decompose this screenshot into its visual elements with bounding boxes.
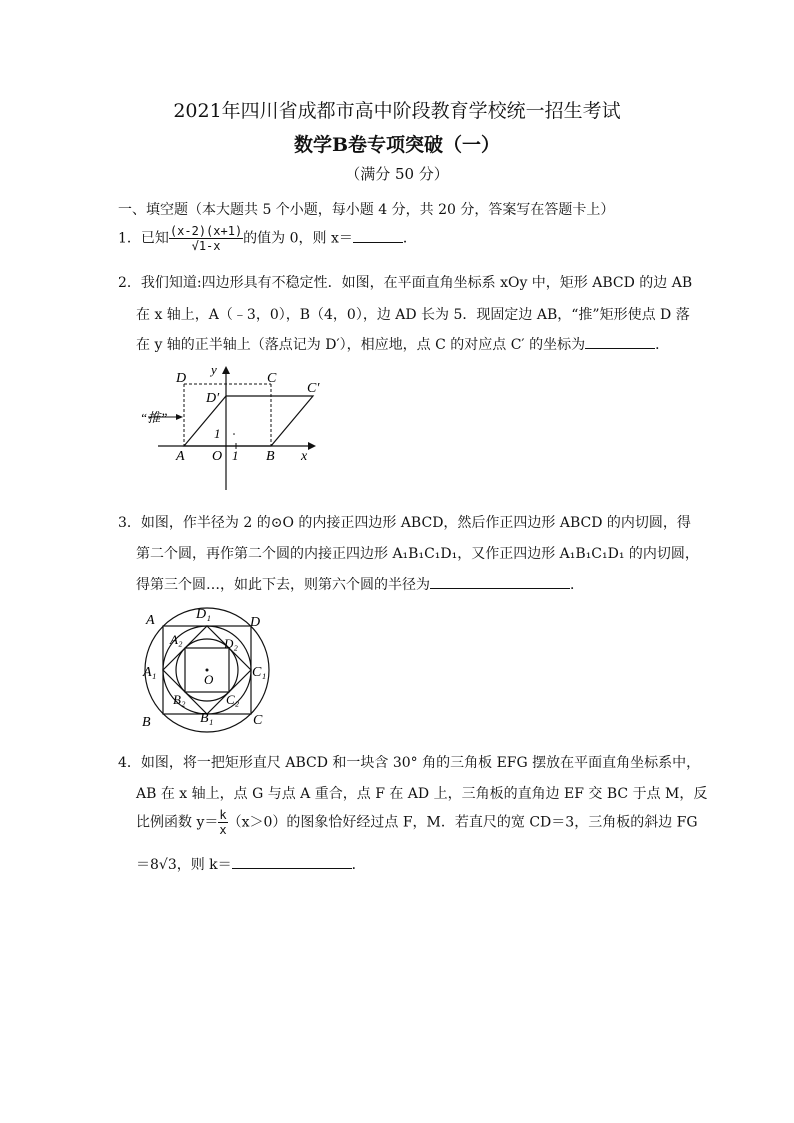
q1-denominator: √1-x [191, 239, 221, 253]
label-O: O [212, 449, 223, 464]
label-C: C [253, 713, 263, 728]
label-one-x: 1 [232, 448, 239, 463]
q3-line-1: 3．如图，作半径为 2 的⊙O 的内接正四边形 ABCD，然后作正四边形 ABCD 的内切圆，得 [118, 515, 691, 531]
label-A2: A₂ [170, 632, 183, 647]
q1-prefix: 1．已知 [118, 230, 169, 247]
label-B2: B₂ [173, 692, 186, 707]
q1-end: ． [402, 230, 417, 247]
q1-answer-blank[interactable] [353, 228, 403, 243]
q4-line-3 [136, 808, 698, 837]
label-A: A [146, 613, 155, 628]
q4-end: ． [351, 857, 366, 873]
q4-denominator: x [219, 823, 227, 837]
q4-fraction [218, 808, 227, 837]
push-arrow-head [176, 414, 183, 420]
label-y: y [211, 362, 217, 377]
parallelogram [184, 396, 313, 446]
label-x: x [301, 449, 308, 464]
q2-answer-blank[interactable] [585, 334, 655, 349]
label-A1: A₁ [143, 665, 157, 680]
q3-line-3 [136, 574, 584, 594]
q2-end: ． [655, 337, 670, 353]
q3-figure [130, 600, 280, 732]
q2-line-1: 2．我们知道:四边形具有不稳定性．如图，在平面直角坐标系 xOy 中，矩形 ABCD 的边 AB [118, 275, 693, 291]
x-axis-arrow [308, 442, 316, 450]
q4-numerator: k [219, 808, 227, 822]
q1-fraction [169, 224, 243, 253]
full-score-note: （满分 50 分） [345, 165, 449, 183]
label-push: “推” [140, 410, 168, 425]
label-A: A [176, 449, 185, 464]
q3-line-2: 第二个圆，再作第二个圆的内接正四边形 A₁B₁C₁D₁，又作正四边形 A₁B₁C₁D₁ 的内切圆， [136, 546, 699, 562]
label-C-prime: C′ [307, 381, 320, 396]
q1-suffix: 的值为 0，则 x＝ [243, 230, 353, 247]
q4-line-2: AB 在 x 轴上，点 G 与点 A 重合，点 F 在 AD 上，三角板的直角边 EF 交 BC 于点 M，反 [136, 786, 708, 802]
label-D2: D₂ [224, 636, 238, 651]
label-one-y: 1 [214, 426, 221, 441]
q2-figure [138, 362, 318, 494]
q4-line-4a: ＝8√3，则 k＝ [136, 857, 232, 873]
label-D: D [250, 615, 261, 630]
q1-numerator: (x-2)(x+1) [169, 224, 243, 238]
exam-title: 2021年四川省成都市高中阶段教育学校统一招生考试 [173, 100, 621, 122]
label-D1: D₁ [196, 607, 211, 622]
q4-line-3b: （x＞0）的图象恰好经过点 F，M．若直尺的宽 CD＝3，三角板的斜边 FG [227, 814, 698, 831]
label-B1: B₁ [200, 711, 214, 726]
q3-line-3-text: 得第三个圆…，如此下去，则第六个圆的半径为 [136, 577, 430, 593]
q4-answer-blank[interactable] [232, 854, 352, 869]
question-1 [118, 224, 417, 253]
section-heading: 一、填空题（本大题共 5 个小题，每小题 4 分，共 20 分，答案写在答题卡上） [118, 202, 615, 218]
q2-line-3-text: 在 y 轴的正半轴上（落点记为 D′），相应地，点 C 的对应点 C′ 的坐标为 [136, 337, 586, 353]
q4-line-4 [136, 854, 366, 874]
y-axis-arrow [222, 366, 230, 374]
label-B: B [142, 715, 151, 730]
label-O: O [204, 672, 214, 687]
q4-line-1: 4．如图，将一把矩形直尺 ABCD 和一块含 30° 角的三角板 EFG 摆放在平面直角坐标系中， [118, 755, 701, 771]
q3-end: ． [570, 577, 584, 593]
label-C1: C₁ [252, 665, 267, 680]
label-C2: C₂ [226, 692, 240, 707]
exam-subtitle: 数学B卷专项突破（一） [293, 134, 501, 156]
label-D: D [176, 371, 187, 386]
label-D-prime: D′ [206, 391, 220, 406]
label-C: C [267, 371, 277, 386]
label-B: B [266, 449, 275, 464]
q3-answer-blank[interactable] [430, 574, 570, 589]
tick-dot [233, 433, 235, 435]
q2-line-3 [136, 334, 669, 354]
q2-line-2: 在 x 轴上，A（﹣3，0），B（4，0），边 AD 长为 5．现固定边 AB，“推”矩形使点 D 落 [136, 307, 690, 323]
q4-line-3a: 比例函数 y＝ [136, 814, 219, 831]
